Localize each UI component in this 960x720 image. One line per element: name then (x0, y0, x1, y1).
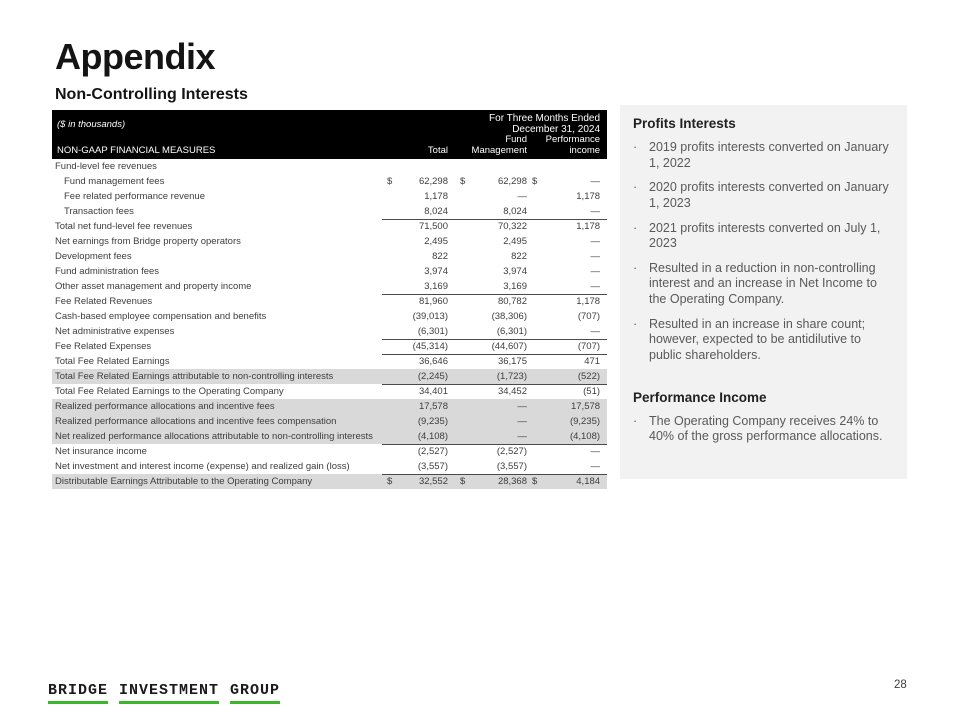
units-note: ($ in thousands) (52, 110, 448, 135)
page-number: 28 (894, 679, 907, 691)
performance-income-currency (527, 324, 548, 339)
table-row (52, 369, 607, 384)
fund-management-currency (448, 279, 471, 294)
performance-income-value: 1,178 (576, 191, 601, 202)
table-row (52, 459, 607, 474)
sidebar-section (633, 116, 893, 364)
column-header-line1: Fund (505, 134, 527, 145)
performance-income-value: — (590, 280, 601, 292)
bullet-icon: · (633, 413, 638, 428)
performance-income-currency (527, 429, 548, 444)
row-label: Distributable Earnings Attributable to the Operating Company (52, 474, 382, 489)
total-value: 1,178 (424, 191, 448, 202)
total-value: 2,495 (424, 236, 448, 247)
total-currency (382, 414, 399, 429)
non-gaap-table (52, 110, 607, 489)
row-label: Net earnings from Bridge property operators (55, 236, 241, 247)
performance-income-currency (527, 444, 548, 459)
total-value: 36,646 (399, 354, 448, 369)
total-value: 81,960 (399, 294, 448, 309)
row-label: Total Fee Related Earnings attributable to non-controlling interests (52, 369, 382, 384)
total-value: 34,401 (399, 384, 448, 399)
fund-management-currency (448, 234, 471, 249)
total-value: 822 (432, 251, 448, 262)
fund-management-value: (1,723) (471, 369, 527, 384)
total-value: 62,298 (418, 176, 448, 187)
total-currency (382, 324, 399, 339)
table-row (52, 429, 607, 444)
performance-income-currency (527, 249, 548, 264)
performance-income-value: (522) (548, 369, 607, 384)
performance-income-currency (527, 384, 548, 399)
column-header-line2: income (569, 144, 601, 156)
performance-income-value: (4,108) (548, 429, 607, 444)
fund-management-value: — (471, 429, 527, 444)
total-value: (45,314) (399, 339, 448, 354)
table-row (52, 279, 607, 294)
total-currency (382, 459, 399, 474)
table-row (52, 249, 607, 264)
total-currency (382, 219, 399, 234)
fund-management-currency (448, 444, 471, 459)
logo-word: INVESTMENT (119, 682, 219, 704)
fund-management-currency (448, 384, 471, 399)
table-row (52, 324, 607, 339)
fund-management-currency (448, 159, 471, 174)
performance-income-value: — (590, 251, 601, 262)
table-row (52, 444, 607, 459)
fund-management-currency (448, 429, 471, 444)
performance-income-currency (527, 159, 548, 174)
row-label: Other asset management and property income (55, 281, 252, 292)
row-label: Fund administration fees (55, 266, 160, 277)
total-currency (382, 264, 399, 279)
row-label: Fee Related Expenses (55, 341, 152, 352)
total-value: 3,169 (424, 280, 448, 292)
fund-management-value: 3,169 (503, 280, 527, 292)
sidebar-bullet-list (633, 140, 893, 364)
total-currency (382, 159, 399, 174)
row-label: Transaction fees (64, 206, 134, 217)
table-row (52, 234, 607, 249)
page-title: Appendix (55, 36, 216, 77)
fund-management-value: 34,452 (471, 384, 527, 399)
performance-income-currency (527, 264, 548, 279)
row-label: Net insurance income (55, 446, 147, 457)
table-body (52, 159, 607, 489)
fund-management-value: — (471, 414, 527, 429)
sidebar-bullet (633, 180, 893, 211)
row-label: Development fees (55, 251, 132, 262)
row-label: Cash-based employee compensation and benefits (55, 311, 267, 322)
performance-income-value: (707) (577, 311, 601, 322)
performance-income-value (548, 159, 607, 174)
total-value: 71,500 (399, 219, 448, 234)
total-value: (2,245) (399, 369, 448, 384)
bullet-text: Resulted in an increase in share count; however, expected to be antidilutive to public shareholders. (649, 316, 866, 362)
fund-management-currency (448, 399, 471, 414)
total-value: (4,108) (399, 429, 448, 444)
total-value: (2,527) (399, 444, 448, 459)
performance-income-value: — (590, 236, 601, 247)
sidebar-bullet-list (633, 414, 893, 445)
table-row (52, 414, 607, 429)
fund-management-value: 28,368 (471, 474, 527, 489)
performance-income-value: 4,184 (548, 474, 607, 489)
fund-management-currency (448, 459, 471, 474)
period-header: For Three Months Ended December 31, 2024 (448, 110, 607, 135)
performance-income-value: 1,178 (548, 219, 607, 234)
performance-income-currency (527, 459, 548, 474)
fund-management-value: (6,301) (496, 325, 527, 337)
fund-management-currency (448, 204, 471, 219)
fund-management-value: 70,322 (471, 219, 527, 234)
fund-management-value: (38,306) (491, 311, 527, 322)
total-value: (39,013) (412, 311, 448, 322)
sidebar-section (633, 390, 893, 445)
performance-income-value: — (590, 205, 601, 217)
fund-management-currency (448, 354, 471, 369)
fund-management-value: 3,974 (503, 266, 527, 277)
bullet-text: 2020 profits interests converted on January 1, 2023 (649, 180, 889, 210)
sidebar-bullet (633, 317, 893, 364)
bullet-text: The Operating Company receives 24% to 40% of the gross performance allocations. (649, 413, 883, 444)
total-currency (382, 444, 399, 459)
row-label: Net investment and interest income (expense) and realized gain (loss) (55, 461, 350, 472)
performance-income-currency (527, 279, 548, 294)
bullet-icon: · (633, 316, 638, 331)
total-currency (382, 369, 399, 384)
fund-management-value: 8,024 (503, 205, 527, 217)
fund-management-currency (448, 264, 471, 279)
fund-management-currency (448, 414, 471, 429)
row-label: Fee related performance revenue (64, 191, 205, 202)
table-row (52, 399, 607, 414)
table-row (52, 309, 607, 324)
fund-management-value: 2,495 (503, 236, 527, 247)
bullet-text: 2021 profits interests converted on July 1, 2023 (649, 220, 881, 251)
column-header-total (382, 135, 448, 159)
table-row (52, 354, 607, 369)
total-value (399, 159, 448, 174)
column-header-performance-income (527, 135, 607, 159)
performance-income-currency (527, 369, 548, 384)
row-label: Fee Related Revenues (55, 296, 153, 307)
fund-management-currency: $ (460, 176, 466, 187)
bullet-text: 2019 profits interests converted on January 1, 2022 (649, 140, 889, 170)
performance-income-value: 1,178 (548, 294, 607, 309)
row-label: Total Fee Related Earnings to the Operating Company (55, 386, 284, 397)
total-currency: $ (387, 176, 393, 187)
fund-management-value: 822 (511, 251, 527, 262)
bullet-icon: · (633, 260, 638, 275)
sidebar-bullet (633, 261, 893, 308)
row-label: Total net fund-level fee revenues (55, 221, 193, 232)
bridge-investment-group-logo (48, 682, 280, 704)
column-header-line2: Total (427, 144, 448, 156)
total-currency (382, 204, 399, 219)
total-currency (382, 294, 399, 309)
fund-management-value: (44,607) (471, 339, 527, 354)
total-currency (382, 339, 399, 354)
fund-management-currency (448, 219, 471, 234)
performance-income-currency (527, 294, 548, 309)
total-value: (6,301) (417, 325, 448, 337)
total-value: 8,024 (424, 205, 448, 217)
performance-income-value: (707) (548, 339, 607, 354)
fund-management-value: (3,557) (496, 460, 527, 472)
sidebar-bullet (633, 414, 893, 445)
performance-income-value: 17,578 (548, 399, 607, 414)
table-row (52, 384, 607, 399)
fund-management-value: — (517, 191, 527, 202)
bullet-text: Resulted in a reduction in non-controlling interest and an increase in Net Income to the Operating Company. (649, 260, 877, 306)
table-row (52, 174, 607, 189)
logo-word: BRIDGE (48, 682, 108, 704)
performance-income-value: — (548, 444, 607, 459)
total-currency (382, 279, 399, 294)
performance-income-currency (527, 354, 548, 369)
fund-management-value: 80,782 (471, 294, 527, 309)
fund-management-currency (448, 249, 471, 264)
fund-management-currency: $ (448, 474, 471, 489)
table-header (52, 110, 607, 159)
table-row (52, 264, 607, 279)
performance-income-value: — (590, 176, 601, 187)
notes-sidebar (620, 105, 907, 479)
total-currency (382, 354, 399, 369)
fund-management-value: 36,175 (471, 354, 527, 369)
table-row (52, 474, 607, 489)
row-label: Realized performance allocations and incentive fees compensation (52, 414, 382, 429)
performance-income-currency (527, 339, 548, 354)
performance-income-value: — (590, 266, 601, 277)
total-currency (382, 189, 399, 204)
total-currency (382, 249, 399, 264)
total-value: 32,552 (399, 474, 448, 489)
fund-management-currency (448, 324, 471, 339)
table-row (52, 189, 607, 204)
total-value: 3,974 (424, 266, 448, 277)
row-label: Net realized performance allocations attributable to non-controlling interests (52, 429, 382, 444)
performance-income-currency (527, 189, 548, 204)
fund-management-currency (448, 369, 471, 384)
fund-management-value (471, 159, 527, 174)
column-header-line2: Management (471, 144, 527, 156)
total-value: (9,235) (399, 414, 448, 429)
performance-income-value: (51) (548, 384, 607, 399)
table-row (52, 339, 607, 354)
table-row (52, 294, 607, 309)
row-label: Realized performance allocations and incentive fees (52, 399, 382, 414)
performance-income-currency (527, 414, 548, 429)
table-row (52, 159, 607, 174)
measures-label: NON-GAAP FINANCIAL MEASURES (52, 135, 382, 159)
row-label: Fund management fees (64, 176, 165, 187)
fund-management-currency (448, 294, 471, 309)
performance-income-currency: $ (527, 474, 548, 489)
fund-management-value: (2,527) (471, 444, 527, 459)
row-label: Net administrative expenses (55, 326, 175, 337)
fund-management-currency (448, 189, 471, 204)
total-currency (382, 429, 399, 444)
row-label: Fund-level fee revenues (55, 161, 157, 172)
total-currency (382, 384, 399, 399)
sidebar-section-heading: Performance Income (633, 389, 767, 405)
slide-subtitle: Non-Controlling Interests (55, 86, 248, 103)
bullet-icon: · (633, 180, 638, 195)
fund-management-currency (448, 339, 471, 354)
sidebar-bullet (633, 140, 893, 171)
total-value: 17,578 (399, 399, 448, 414)
bullet-icon: · (633, 220, 638, 235)
table-row (52, 204, 607, 219)
performance-income-value: — (590, 325, 601, 337)
performance-income-currency (527, 219, 548, 234)
total-currency (382, 399, 399, 414)
total-currency (382, 234, 399, 249)
fund-management-value: 62,298 (497, 176, 527, 187)
total-currency: $ (382, 474, 399, 489)
bullet-icon: · (633, 140, 638, 154)
performance-income-currency (527, 204, 548, 219)
row-label: Total Fee Related Earnings (55, 356, 170, 367)
fund-management-value: — (471, 399, 527, 414)
total-currency (382, 309, 399, 324)
performance-income-value: 471 (548, 354, 607, 369)
logo-word: GROUP (230, 682, 280, 704)
sidebar-section-heading: Profits Interests (633, 116, 736, 131)
performance-income-currency (527, 234, 548, 249)
column-header-line1: Performance (545, 134, 601, 145)
performance-income-value: — (590, 460, 601, 472)
performance-income-currency (527, 399, 548, 414)
performance-income-currency: $ (532, 176, 538, 187)
performance-income-currency (527, 309, 548, 324)
table-row (52, 219, 607, 234)
fund-management-currency (448, 309, 471, 324)
performance-income-value: (9,235) (548, 414, 607, 429)
total-value: (3,557) (417, 460, 448, 472)
column-header-fund-management (448, 135, 527, 159)
sidebar-bullet (633, 221, 893, 252)
